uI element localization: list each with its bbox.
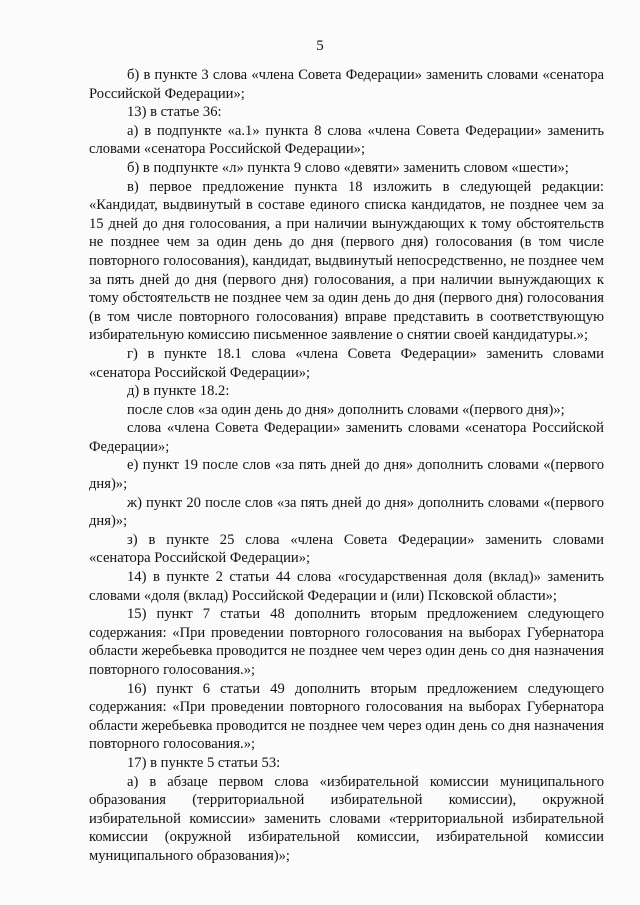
paragraph: в) первое предложение пункта 18 изложить в следующей редакции: «Кандидат, выдвинутый в составе единого списка кандидатов, не позднее чем за 15 дней до дня голосования, а при наличии вынуждающих к тому обстоятельств не позднее чем за один день до дня (первого дня) голосования (в том числе повторного голосования), кандидат, выдвинутый непосредственно, не позднее чем за пять дней до дня (первого дня) голосования, а при наличии вынуждающих к тому обстоятельств не позднее чем за один день до дня (первого дня) голосования (в том числе повторного голосования) вправе представить в соответствующую избирательную комиссию письменное заявление о снятии своей кандидатуры.»; [89,178,604,344]
paragraph: е) пункт 19 после слов «за пять дней до дня» дополнить словами «(первого дня)»; [89,457,604,493]
paragraph: д) в пункте 18.2: [127,383,230,400]
paragraph: а) в подпункте «а.1» пункта 8 слова «члена Совета Федерации» заменить словами «сенатора Российской Федерации»; [89,122,604,158]
paragraph: 17) в пункте 5 статьи 53: [127,754,281,771]
paragraph: а) в абзаце первом слова «избирательной комиссии муниципального образования (территориальной избирательной комиссии), окружной избирательной комиссии» заменить словами «территориальной избирательной комиссии (окружной избирательной комиссии, избирательной комиссии муниципального образования)»; [89,773,604,864]
paragraph: ж) пункт 20 после слов «за пять дней до дня» дополнить словами «(первого дня)»; [89,494,604,530]
document-body [89,66,604,866]
paragraph: г) в пункте 18.1 слова «члена Совета Федерации» заменить словами «сенатора Российской Федерации»; [89,345,604,381]
paragraph: слова «члена Совета Федерации» заменить словами «сенатора Российской Федерации»; [89,420,604,455]
page-number: 5 [316,38,324,54]
paragraph: б) в пункте 3 слова «члена Совета Федерации» заменить словами «сенатора Российской Федерации»; [89,67,604,102]
paragraph: 16) пункт 6 статьи 49 дополнить вторым предложением следующего содержания: «При проведении повторного голосования на выборах Губернатора области жеребьевка проводится не позднее чем через один день со дня назначения повторного голосования.»; [89,680,604,753]
paragraph: 15) пункт 7 статьи 48 дополнить вторым предложением следующего содержания: «При проведении повторного голосования на выборах Губернатора области жеребьевка проводится не позднее чем через один день со дня назначения повторного голосования.»; [89,606,604,678]
paragraph: б) в подпункте «л» пункта 9 слово «девяти» заменить словом «шести»; [127,159,569,176]
paragraph: 14) в пункте 2 статьи 44 слова «государственная доля (вклад)» заменить словами «доля (вклад) Российской Федерации и (или) Псковской области»; [89,569,604,604]
paragraph: з) в пункте 25 слова «члена Совета Федерации» заменить словами «сенатора Российской Федерации»; [89,531,604,567]
paragraph: после слов «за один день до дня» дополнить словами «(первого дня)»; [127,401,565,418]
paragraph: 13) в статье 36: [127,104,222,121]
